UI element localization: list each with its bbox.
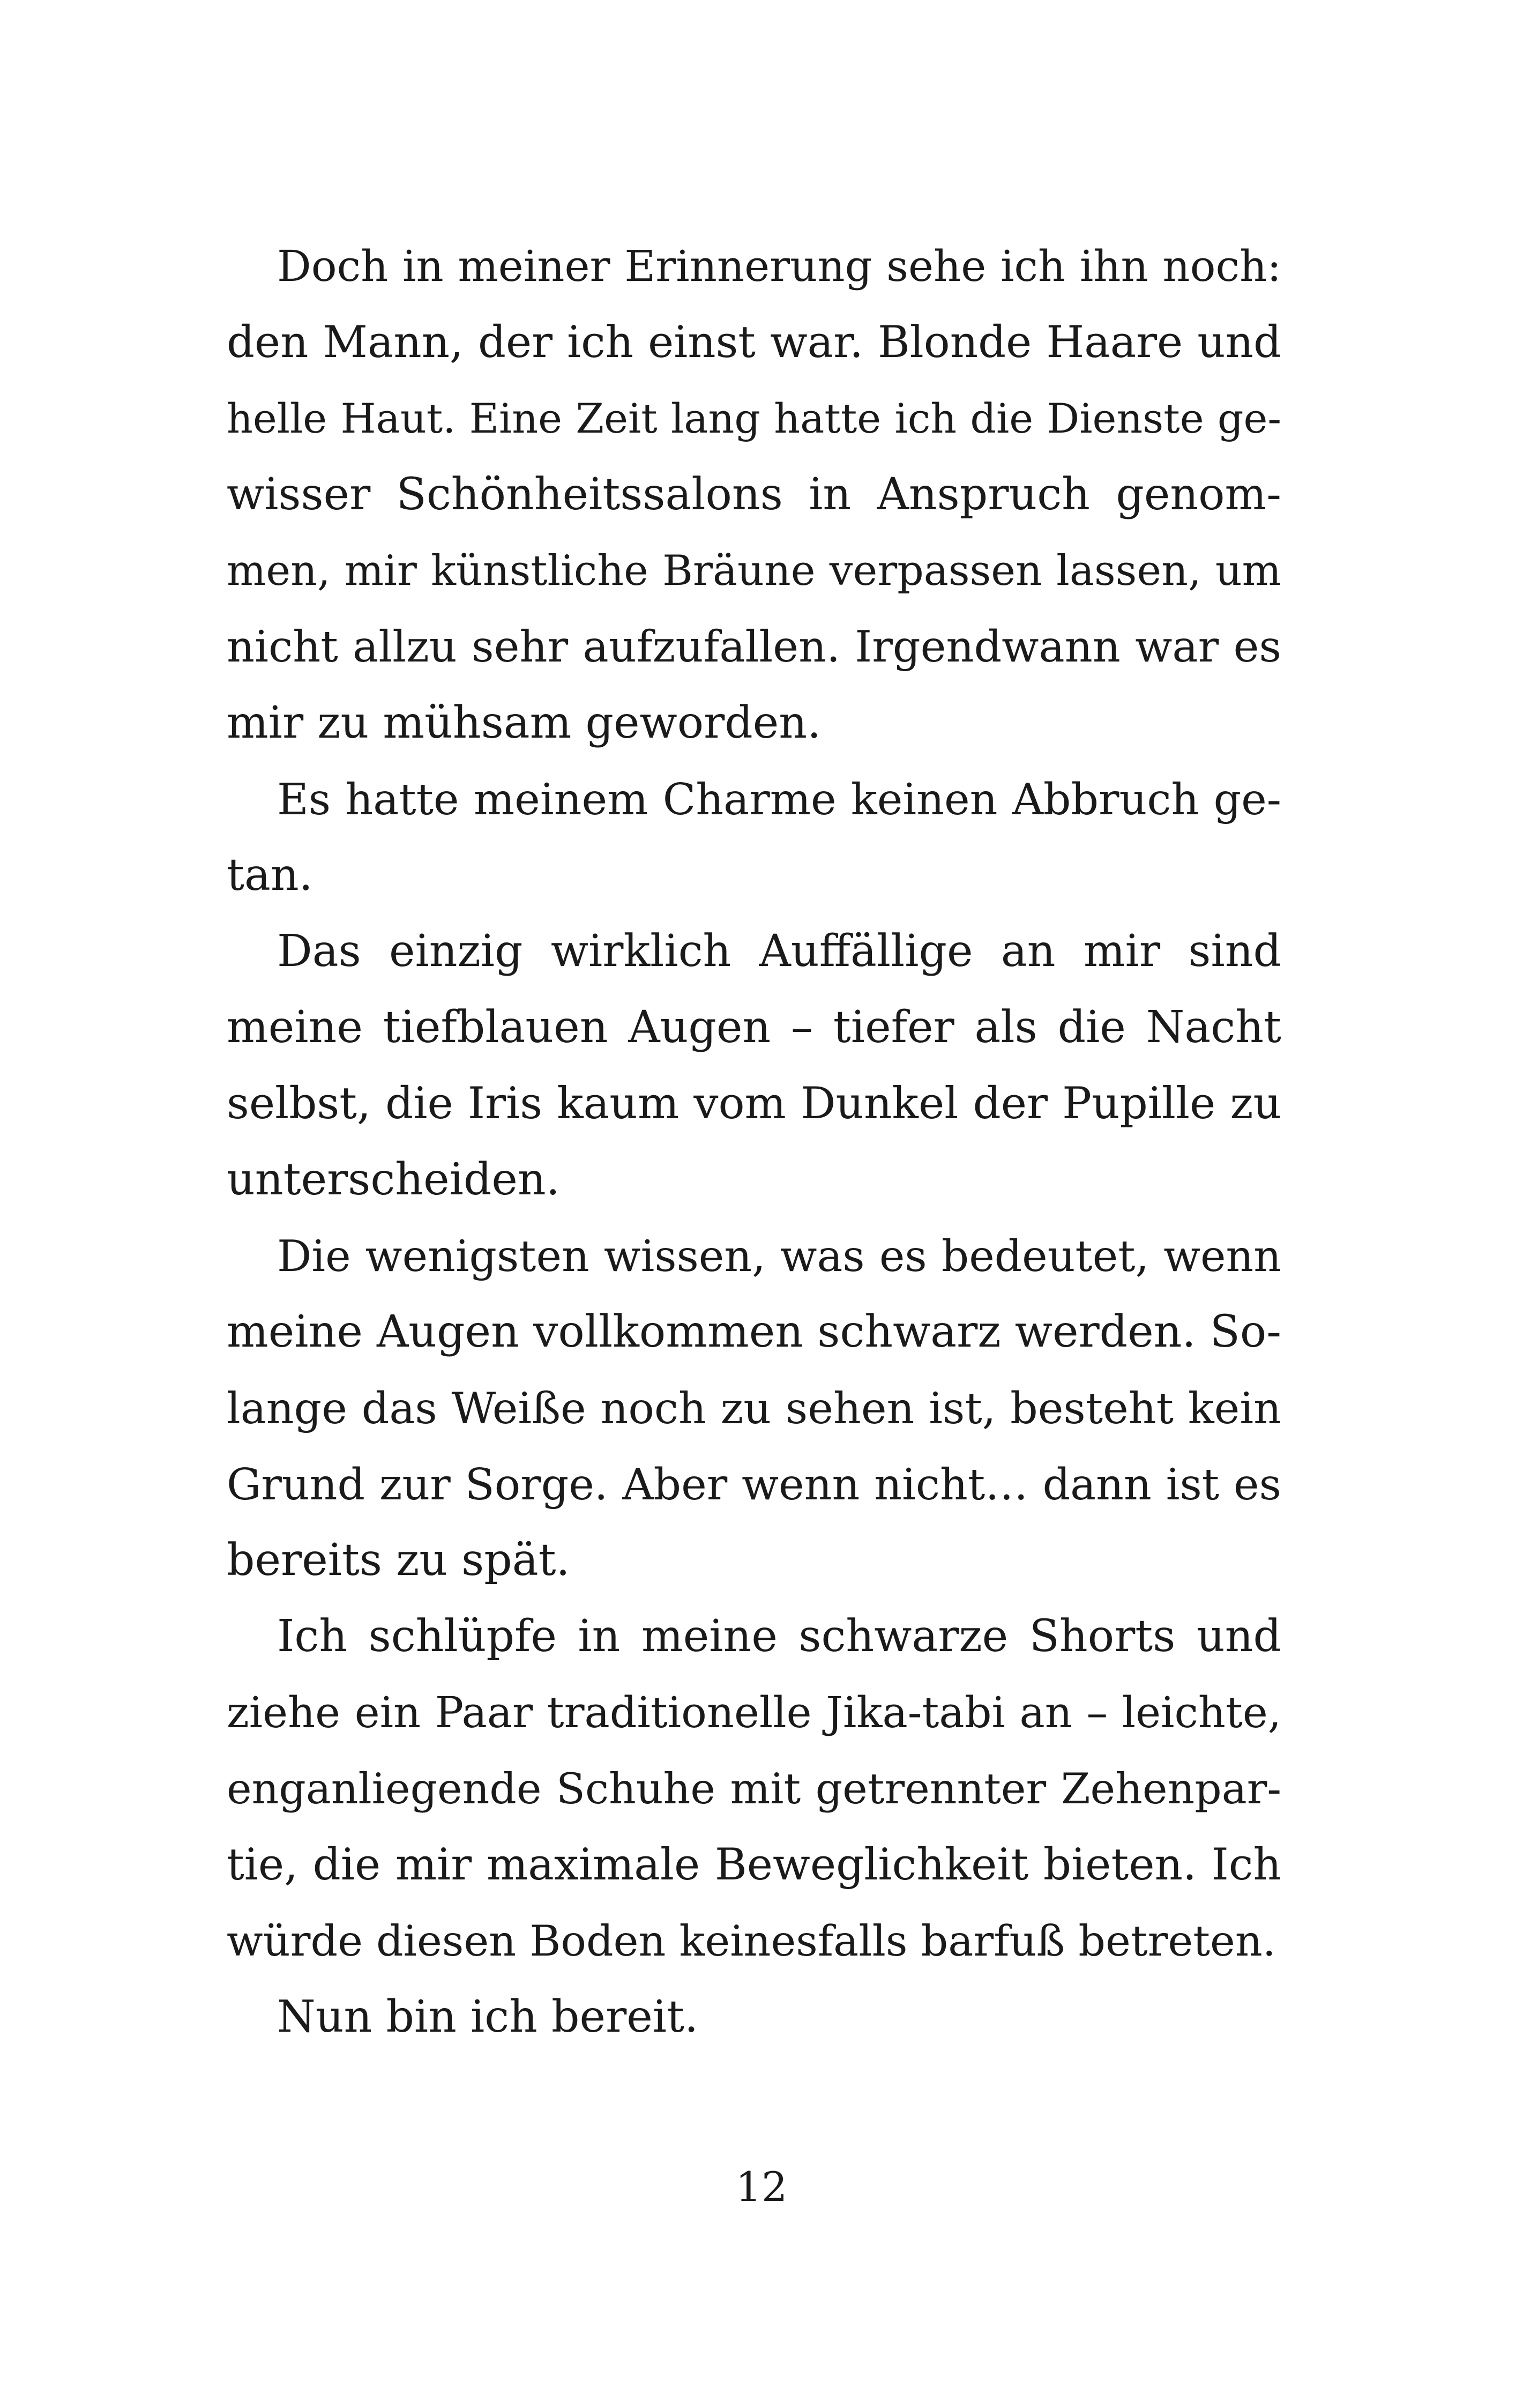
paragraph <box>227 1979 1281 2055</box>
paragraph <box>227 913 1281 1218</box>
text-line: Ich schlüpfe in meine schwarze Shorts und <box>277 1611 1281 1662</box>
text-line: Es hatte meinem Charme keinen Abbruch ge- <box>277 774 1281 824</box>
page-number: 12 <box>735 2163 788 2211</box>
text-line: mir zu mühsam geworden. <box>227 697 822 748</box>
text-line: unterscheiden. <box>227 1154 560 1205</box>
paragraph <box>227 228 1281 761</box>
text-line: ziehe ein Paar traditionelle Jika-tabi an – leichte, <box>227 1688 1281 1737</box>
text-line: lange das Weiße noch zu sehen ist, besteht kein <box>227 1383 1281 1433</box>
paragraph <box>227 761 1281 913</box>
text-line: den Mann, der ich einst war. Blonde Haare und <box>227 317 1281 368</box>
body-text <box>227 228 1281 2055</box>
text-line: meine tiefblauen Augen – tiefer als die Nacht <box>227 1002 1281 1053</box>
text-line: wisser Schönheitssalons in Anspruch genom- <box>227 469 1281 520</box>
text-line: tie, die mir maximale Beweglichkeit bieten. Ich <box>227 1839 1281 1890</box>
text-line: enganliegende Schuhe mit getrennter Zehenpar- <box>227 1764 1281 1814</box>
text-line: Die wenigsten wissen, was es bedeutet, wenn <box>277 1231 1281 1281</box>
text-line: helle Haut. Eine Zeit lang hatte ich die Dienste ge- <box>227 395 1281 442</box>
paragraph <box>227 1218 1281 1599</box>
text-line: Nun bin ich bereit. <box>277 1991 699 2042</box>
text-line: würde diesen Boden keinesfalls barfuß betreten. <box>227 1916 1276 1966</box>
text-line: nicht allzu sehr aufzufallen. Irgendwann war es <box>227 622 1281 672</box>
text-line: Doch in meiner Erinnerung sehe ich ihn noch: <box>277 241 1281 291</box>
text-line: meine Augen vollkommen schwarz werden. So- <box>227 1306 1281 1357</box>
text-line: Grund zur Sorge. Aber wenn nicht… dann ist es <box>227 1459 1281 1510</box>
paragraph <box>227 1599 1281 1979</box>
text-line: tan. <box>227 850 313 901</box>
text-line: bereits zu spät. <box>227 1535 570 1586</box>
text-line: Das einzig wirklich Auffällige an mir sind <box>277 926 1281 977</box>
text-line: men, mir künstliche Bräune verpassen lassen, um <box>227 547 1281 595</box>
text-line: selbst, die Iris kaum vom Dunkel der Pupille zu <box>227 1078 1281 1129</box>
